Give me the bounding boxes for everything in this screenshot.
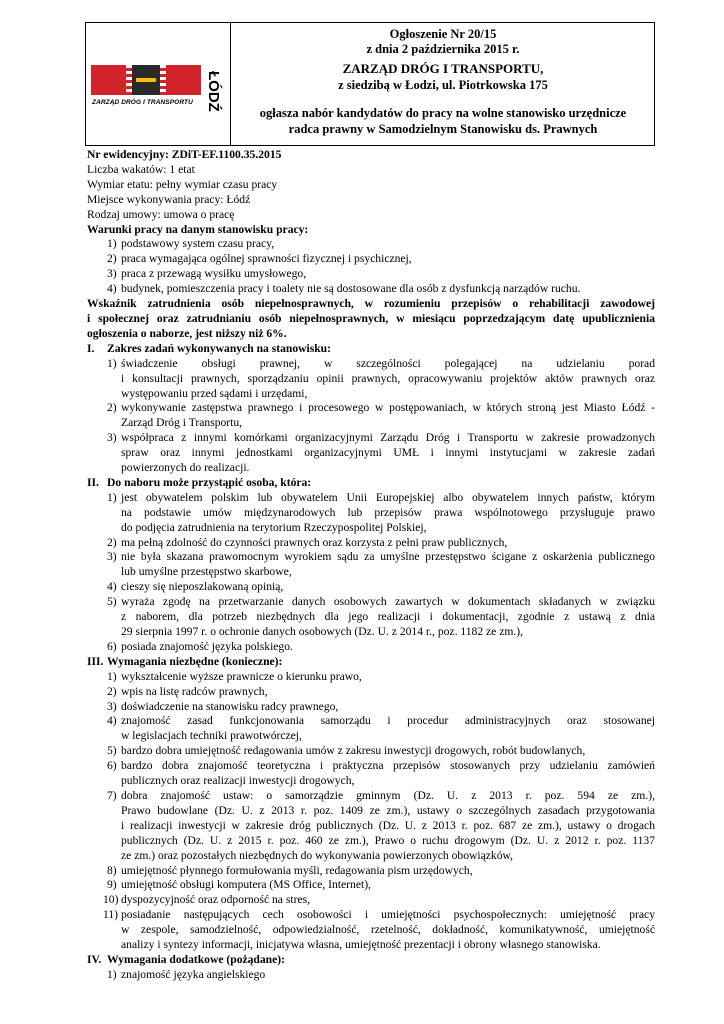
list-item: 5) wyraża zgodę na przetwarzanie danych osobowych zawartych w dokumentach składanych w związku [107, 595, 655, 609]
list-item: 9) umiejętność obsługi komputera (MS Office, Internet), [107, 878, 371, 892]
announcement-date: z dnia 2 października 2015 r. [366, 42, 520, 56]
list-item-continuation: Zarząd Dróg i Transportu, [121, 416, 243, 430]
list-item: 10) dyspozycyjność oraz odporność na stres, [103, 893, 310, 907]
conditions-title: Warunki pracy na danym stanowisku pracy: [87, 222, 309, 236]
list-item: 4) budynek, pomieszczenia pracy i toalety nie są dostosowane dla osób z dysfunkcją narządów ruchu. [107, 282, 581, 296]
reference-number: Nr ewidencyjny: ZDiT-EF.1100.35.2015 [87, 148, 282, 161]
list-item: 1) świadczenie obsługi prawnej, w szczególności polegającej na udzielaniu porad [107, 356, 655, 370]
list-item-continuation: Prawo budowlane (Dz. U. z 2013 r. poz. 1409 ze zm.), ustawy o szczególnych zasadach przygotowania [121, 803, 655, 817]
list-item-continuation: i konsultacji prawnych, sporządzaniu opinii prawnych, opracowywaniu projektów aktów prawnych oraz [121, 371, 655, 385]
section-heading: I. Zakres zadań wykonywanych na stanowisku: [87, 341, 331, 355]
section-heading: II. Do naboru może przystąpić osoba, która: [87, 475, 312, 489]
list-item: 3) doświadczenie na stanowisku radcy prawnego, [107, 699, 339, 713]
list-item-continuation: ze zm.) oraz pozostałych niezbędnych do wykonywania powierzonych obowiązków, [121, 848, 514, 862]
organization-name: ZARZĄD DRÓG I TRANSPORTU, [342, 61, 544, 76]
list-item: 1) podstawowy system czasu pracy, [107, 237, 275, 251]
list-item: 4) cieszy się nieposzlakowaną opinią, [107, 580, 284, 594]
list-item: 3) nie była skazana prawomocnym wyrokiem sądu za umyślne przestępstwo ścigane z oskarżenia publicznego [107, 550, 655, 564]
list-item: 3) praca z przewagą wysiłku umysłowego, [107, 267, 307, 281]
list-item: 2) ma pełną zdolność do czynności prawnych oraz korzysta z pełni praw publicznych, [107, 535, 508, 549]
logo-subtitle: ZARZĄD DRÓG I TRANSPORTU [92, 99, 193, 106]
list-item-continuation: do podjęcia zatrudnienia na terytorium Rzeczypospolitej Polskiej, [121, 520, 427, 534]
list-item-continuation: publicznych oraz realizacji inwestycji drogowych, [121, 774, 355, 788]
disability-note-line: Wskaźnik zatrudnienia osób niepełnosprawnych, w rozumieniu przepisów o rehabilitacji zawodowej [87, 297, 655, 311]
call-line-2: radca prawny w Samodzielnym Stanowisku ds. Prawnych [288, 122, 598, 136]
list-item-continuation: lub umyślne przestępstwo skarbowe, [121, 565, 292, 579]
list-item: 1) jest obywatelem polskim lub obywatelem Unii Europejskiej albo obywatelem innych państw, którym [107, 490, 655, 504]
section-heading: III. Wymagania niezbędne (konieczne): [87, 654, 283, 668]
list-item-continuation: z naborem, dla potrzeb niezbędnych dla jego realizacji i dokumentacji, zgodnie z ustawą z dnia [121, 610, 655, 624]
disability-note-line: i społecznej oraz zatrudnianiu osób niepełnosprawnych, w miesiącu poprzedzającym datę upublicznienia [87, 311, 655, 325]
call-line-1: ogłasza nabór kandydatów do pracy na wolne stanowisko urzędnicze [259, 106, 627, 120]
list-item: 6) posiada znajomość języka polskiego. [107, 639, 293, 653]
list-item: 1) znajomość języka angielskiego [107, 967, 266, 981]
logo-road-icon [91, 65, 201, 95]
list-item-continuation: publicznych (Dz. U. z 2015 r. poz. 460 ze zm.), Prawo o ruchu drogowym (Dz. U. z 2012 r. poz. 1137 [121, 833, 655, 847]
logo [86, 23, 231, 145]
vacancies: Liczba wakatów: 1 etat [87, 162, 195, 176]
work-place: Miejsce wykonywania pracy: Łódź [87, 192, 251, 206]
list-item: 5) bardzo dobra umiejętność redagowania umów z zakresu inwestycji drogowych, robót budowlanych, [107, 744, 586, 758]
list-item-continuation: analizy i syntezy informacji, inicjatywa własna, umiejętność prezentacji i obrony własnego stanowiska. [121, 938, 601, 952]
organization-address: z siedzibą w Łodzi, ul. Piotrkowska 175 [338, 78, 548, 92]
logo-city-name: ŁÓDŹ [205, 70, 222, 112]
work-time: Wymiar etatu: pełny wymiar czasu pracy [87, 177, 278, 191]
list-item: 6) bardzo dobra znajomość teoretyczna i praktyczna przepisów stosowanych przy udzielaniu zamówień [107, 759, 655, 773]
header-text [231, 23, 655, 145]
list-item: 3) współpraca z innymi komórkami organizacyjnymi Zarządu Dróg i Transportu w zakresie prowadzonych [107, 431, 655, 445]
list-item: 8) umiejętność płynnego formułowania myśli, redagowania pism urzędowych, [107, 863, 473, 877]
list-item-continuation: powierzonych do realizacji. [121, 461, 250, 475]
list-item: 1) wykształcenie wyższe prawnicze o kierunku prawo, [107, 669, 362, 683]
list-item-continuation: i realizacji inwestycji w zakresie dróg publicznych (Dz. U. z 2013 r. poz. 687 ze zm.), ustawy o drogach [121, 818, 655, 832]
header-box [85, 22, 655, 146]
list-item: 11) posiadanie następujących cech osobowości i umiejętności psychospołecznych: umiejętność pracy [103, 908, 655, 922]
list-item-continuation: spraw oraz innymi jednostkami organizacyjnymi UMŁ i innymi instytucjami w zakresie zadań [121, 446, 655, 460]
list-item: 4) znajomość zasad funkcjonowania samorządu i procedur administracyjnych oraz stosowanej [107, 714, 655, 728]
list-item-continuation: występowaniu przed sądami i urzędami, [121, 386, 308, 400]
announcement-number: Ogłoszenie Nr 20/15 [389, 27, 497, 41]
list-item-continuation: w legislacjach techniki prawotwórczej, [121, 729, 302, 743]
list-item-continuation: w zespole, samodzielność, odpowiedzialność, rzetelność, dokładność, komunikatywność, umiejętność [121, 923, 655, 937]
list-item: 2) praca wymagająca ogólnej sprawności fizycznej i psychicznej, [107, 252, 412, 266]
document-body [87, 148, 655, 983]
contract-type: Rodzaj umowy: umowa o pracę [87, 207, 235, 221]
disability-note-line: ogłoszenia o naborze, jest niższy niż 6%. [87, 326, 287, 340]
list-item: 2) wykonywanie zastępstwa prawnego i procesowego w postępowaniach, w których stroną jest Miasto Łódź - [107, 401, 655, 415]
list-item-continuation: 29 sierpnia 1997 r. o ochronie danych osobowych (Dz. U. z 2014 r., poz. 1182 ze zm.), [121, 625, 524, 638]
list-item: 7) dobra znajomość ustaw: o samorządzie gminnym (Dz. U. z 2013 r. poz. 594 ze zm.), [107, 788, 655, 802]
list-item-continuation: na podstawie umów międzynarodowych lub przepisów prawa wspólnotowego przysługuje prawo [121, 505, 655, 519]
list-item: 2) wpis na listę radców prawnych, [107, 684, 268, 698]
section-heading: IV. Wymagania dodatkowe (pożądane): [87, 952, 285, 966]
